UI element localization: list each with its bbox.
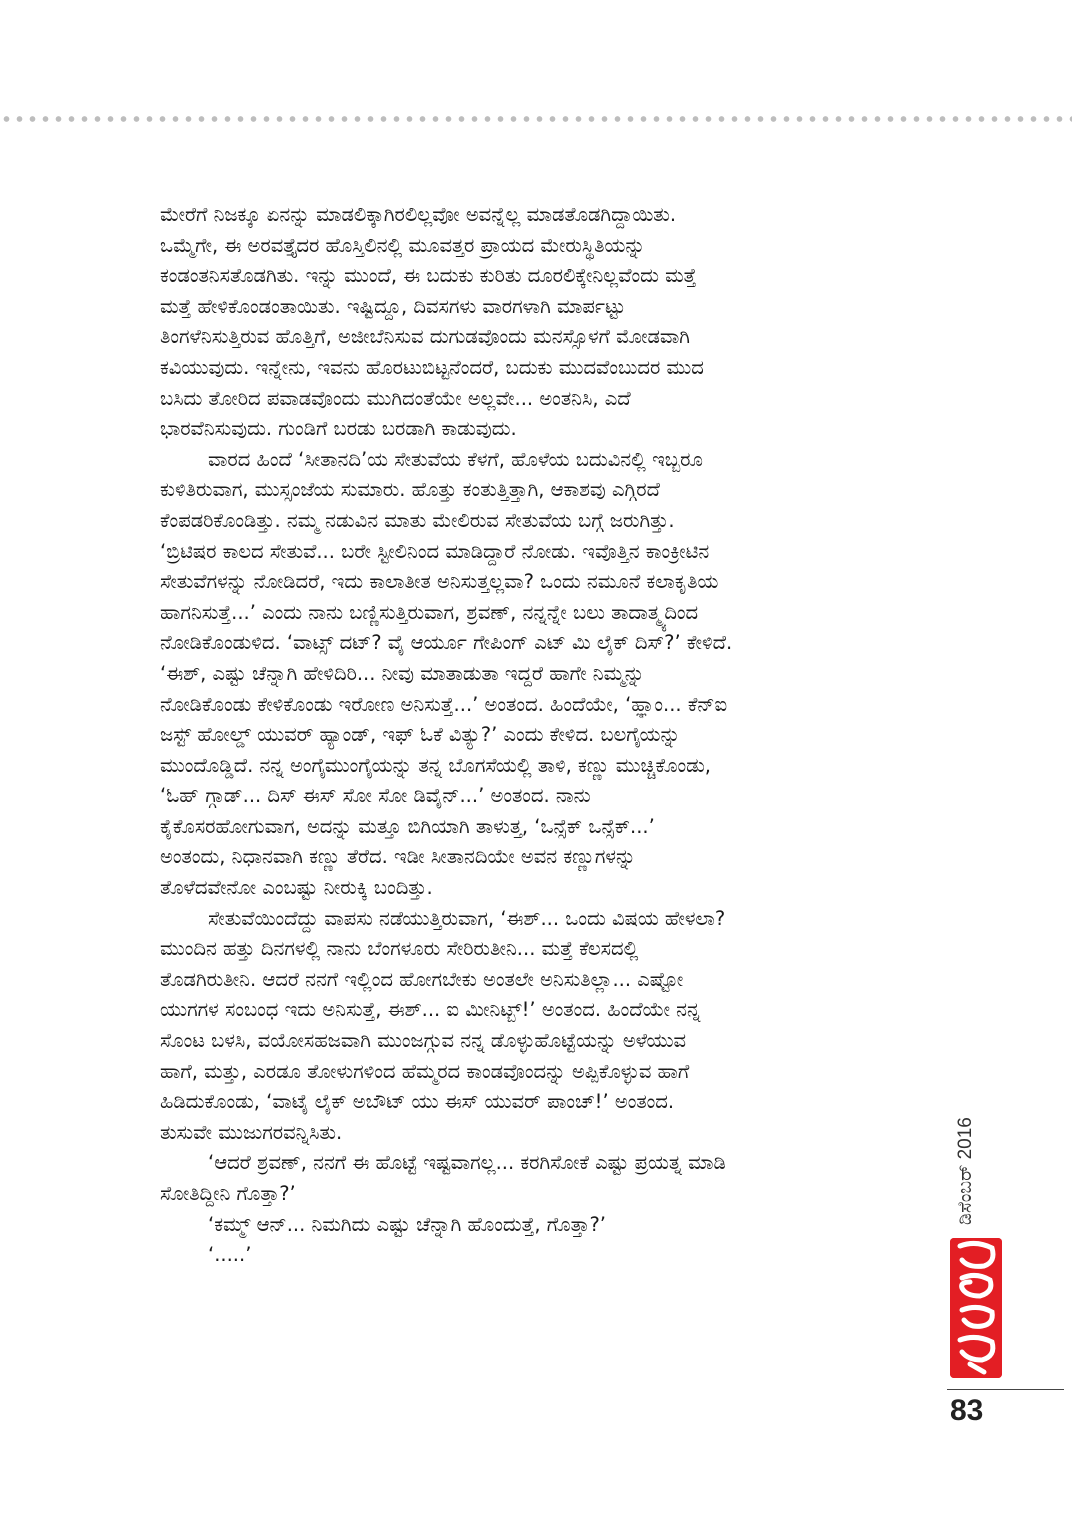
article-paragraph xyxy=(160,1148,920,1209)
text-line: ಕುಳಿತಿರುವಾಗ, ಮುಸ್ಸಂಜೆಯ ಸುಮಾರು. ಹೊತ್ತು ಕಂತುತ್ತಿತ್ತಾಗಿ, ಆಕಾಶವು ಎಗ್ಗಿರದೆ xyxy=(160,478,660,502)
text-line: ಭಾರವೆನಿಸುವುದು. ಗುಂಡಿಗೆ ಬರಡು ಬರಡಾಗಿ ಕಾಡುವುದು. xyxy=(160,417,517,441)
text-line: ಸೇತುವೆಗಳನ್ನು ನೋಡಿದರೆ, ಇದು ಕಾಲಾತೀತ ಅನಿಸುತ್ತಲ್ಲವಾ? ಒಂದು ನಮೂನೆ ಕಲಾಕೃತಿಯ xyxy=(160,570,719,594)
text-line: ಯುಗಗಳ ಸಂಬಂಧ ಇದು ಅನಿಸುತ್ತೆ, ಈಶ್... ಐ ಮೀನಿಟ್ಬ್!’ ಅಂತಂದ. ಹಿಂದೆಯೇ ನನ್ನ xyxy=(160,998,701,1022)
text-line: ನೋಡಿಕೊಂಡು ಕೇಳಿಕೊಂಡು ಇರೋಣ ಅನಿಸುತ್ತೆ...’ ಅಂತಂದ. ಹಿಂದೆಯೇ, ‘ಹ್ಞಾಂ... ಕೆನ್ಐ xyxy=(160,692,728,716)
article-paragraph xyxy=(160,1210,920,1241)
article-body xyxy=(160,200,920,1271)
article-paragraph xyxy=(160,904,920,1149)
text-line: ‘ಓಹ್ ಗ್ಗಾಡ್... ದಿಸ್ ಈಸ್ ಸೋ ಸೋ ಡಿವೈನ್...’ ಅಂತಂದ. ನಾನು xyxy=(160,784,591,808)
magazine-logo-mark xyxy=(950,1238,1002,1378)
text-line: ಹಾಗೆ, ಮತ್ತು, ಎರಡೂ ತೋಳುಗಳಿಂದ ಹೆಮ್ಮರದ ಕಾಂಡವೊಂದನ್ನು ಅಪ್ಪಿಕೊಳ್ಳುವ ಹಾಗೆ xyxy=(160,1059,690,1083)
text-line: ‘ಈಶ್, ಎಷ್ಟು ಚೆನ್ನಾಗಿ ಹೇಳಿದಿರಿ... ನೀವು ಮಾತಾಡುತಾ ಇದ್ದರೆ ಹಾಗೇ ನಿಮ್ಮನ್ನು xyxy=(160,661,645,685)
text-line: ಜಸ್ಟ್ ಹೋಲ್ಡ್ ಯುವರ್ ಹ್ಯಾಂಡ್, ಇಫ್ ಓಕೆ ವಿತ್ಯು?’ ಎಂದು ಕೇಳಿದ. ಬಲಗೈಯನ್ನು xyxy=(160,723,681,747)
text-line: ಮೇರೆಗೆ ನಿಜಕ್ಕೂ ಏನನ್ನು ಮಾಡಲಿಕ್ಕಾಗಿರಲಿಲ್ಲವೋ ಅವನ್ನೆಲ್ಲ ಮಾಡತೊಡಗಿದ್ದಾಯಿತು. xyxy=(160,203,677,226)
text-line: ‘.....’ xyxy=(208,1243,252,1267)
text-line: ‘ಕಮ್ಮ್ ಆನ್... ನಿಮಗಿದು ಎಷ್ಟು ಚೆನ್ನಾಗಿ ಹೊಂದುತ್ತೆ, ಗೊತ್ತಾ?’ xyxy=(208,1212,606,1236)
dotted-divider xyxy=(0,115,1072,123)
text-line: ಮತ್ತೆ ಹೇಳಿಕೊಂಡಂತಾಯಿತು. ಇಷ್ಟಿದ್ದೂ, ದಿವಸಗಳು ವಾರಗಳಾಗಿ ಮಾರ್ಪಟ್ಟು xyxy=(160,294,626,318)
page-number: 83 xyxy=(950,1394,984,1427)
text-line: ಹಾಗನಿಸುತ್ತೆ...’ ಎಂದು ನಾನು ಬಣ್ಣಿಸುತ್ತಿರುವಾಗ, ಶ್ರವಣ್, ನನ್ನನ್ನೇ ಬಲು ತಾದಾತ್ಮ್ಯದಿಂದ xyxy=(160,600,699,624)
text-line: ನೋಡಿಕೊಂಡುಳಿದ. ‘ವಾಟ್ಸ್ ದಟ್? ವೈ ಆರ್ಯೂ ಗೇಪಿಂಗ್ ಎಟ್ ಮಿ ಲೈಕ್ ದಿಸ್?’ ಕೇಳಿದೆ. xyxy=(160,631,733,655)
text-line: ಸೋತಿದ್ದೀನಿ ಗೊತ್ತಾ?’ xyxy=(160,1182,296,1205)
text-line: ತುಸುವೇ ಮುಜುಗರವನ್ನಿಸಿತು. xyxy=(160,1120,343,1144)
text-line: ಒಮ್ಮೆಗೇ, ಈ ಅರವತ್ತೈದರ ಹೊಸ್ತಿಲಿನಲ್ಲಿ ಮೂವತ್ತರ ಪ್ರಾಯದ ಮೇರುಸ್ಥಿತಿಯನ್ನು xyxy=(160,233,646,257)
text-line: ಕವಿಯುವುದು. ಇನ್ನೇನು, ಇವನು ಹೊರಟುಬಿಟ್ಟನೆಂದರೆ, ಬದುಕು ಮುದವೆಂಬುದರ ಮುದ xyxy=(160,355,704,379)
issue-date: ಡಿಸೆಂಬರ್ 2016 xyxy=(955,1117,976,1225)
text-line: ಸೊಂಟ ಬಳಸಿ, ವಯೋಸಹಜವಾಗಿ ಮುಂಜಗ್ಗುವ ನನ್ನ ಡೊಳ್ಳುಹೊಟ್ಟೆಯನ್ನು ಅಳೆಯುವ xyxy=(160,1029,687,1053)
text-line: ‘ಬ್ರಿಟಿಷರ ಕಾಲದ ಸೇತುವೆ... ಬರೇ ಸ್ಟೀಲಿನಿಂದ ಮಾಡಿದ್ದಾರೆ ನೋಡು. ಇವೊತ್ತಿನ ಕಾಂಕ್ರೀಟಿನ xyxy=(160,539,710,563)
text-line: ಕೈಕೊಸರಹೋಗುವಾಗ, ಅದನ್ನು ಮತ್ತೂ ಬಿಗಿಯಾಗಿ ತಾಳುತ್ತ, ‘ಒನ್ಸೆಕ್ ಒನ್ಸೆಕ್...’ xyxy=(160,814,655,838)
text-line: ತೊಡಗಿರುತೀನಿ. ಆದರೆ ನನಗೆ ಇಲ್ಲಿಂದ ಹೋಗಬೇಕು ಅಂತಲೇ ಅನಿಸುತಿಲ್ಲಾ... ಎಷ್ಟೋ xyxy=(160,967,684,991)
text-line: ವಾರದ ಹಿಂದೆ ‘ಸೀತಾನದಿ’ಯ ಸೇತುವೆಯ ಕೆಳಗೆ, ಹೊಳೆಯ ಬದುವಿನಲ್ಲಿ ಇಬ್ಬರೂ xyxy=(208,447,703,471)
magazine-logo xyxy=(950,1238,1002,1378)
article-paragraph xyxy=(160,445,920,904)
text-line: ಸೇತುವೆಯಿಂದೆದ್ದು ವಾಪಸು ನಡೆಯುತ್ತಿರುವಾಗ, ‘ಈಶ್... ಒಂದು ವಿಷಯ ಹೇಳಲಾ? xyxy=(208,906,726,930)
text-line: ತಿಂಗಳೆನಿಸುತ್ತಿರುವ ಹೊತ್ತಿಗೆ, ಅಜೀಬೆನಿಸುವ ದುಗುಡವೊಂದು ಮನಸ್ಸೊಳಗೆ ಮೋಡವಾಗಿ xyxy=(160,325,690,349)
text-line: ಮುಂದಿನ ಹತ್ತು ದಿನಗಳಲ್ಲಿ ನಾನು ಬೆಂಗಳೂರು ಸೇರಿರುತೀನಿ... ಮತ್ತೆ ಕೆಲಸದಲ್ಲಿ xyxy=(160,937,639,961)
text-line: ‘ಆದರೆ ಶ್ರವಣ್, ನನಗೆ ಈ ಹೊಟ್ಟೆ ಇಷ್ಟವಾಗಲ್ಲ... ಕರಗಿಸೋಕೆ ಎಷ್ಟು ಪ್ರಯತ್ನ ಮಾಡಿ xyxy=(208,1151,726,1175)
text-line: ಅಂತಂದು, ನಿಧಾನವಾಗಿ ಕಣ್ಣು ತೆರೆದ. ಇಡೀ ಸೀತಾನದಿಯೇ ಅವನ ಕಣ್ಣುಗಳನ್ನು xyxy=(160,845,636,869)
text-line: ಬಸಿದು ತೋರಿದ ಪವಾಡವೊಂದು ಮುಗಿದಂತೆಯೇ ಅಲ್ಲವೇ... ಅಂತನಿಸಿ, ಎದೆ xyxy=(160,386,631,410)
text-line: ಮುಂದೊಡ್ಡಿದೆ. ನನ್ನ ಅಂಗೈಮುಂಗೈಯನ್ನು ತನ್ನ ಬೊಗಸೆಯಲ್ಲಿ ತಾಳಿ, ಕಣ್ಣು ಮುಚ್ಚಿಕೊಂಡು, xyxy=(160,753,711,777)
text-line: ಕೆಂಪಡರಿಕೊಂಡಿತ್ತು. ನಮ್ಮ ನಡುವಿನ ಮಾತು ಮೇಲಿರುವ ಸೇತುವೆಯ ಬಗ್ಗೆ ಜರುಗಿತ್ತು. xyxy=(160,508,675,532)
text-line: ಕಂಡಂತನಿಸತೊಡಗಿತು. ಇನ್ನು ಮುಂದೆ, ಈ ಬದುಕು ಕುರಿತು ದೂರಲಿಕ್ಕೇನಿಲ್ಲವೆಂದು ಮತ್ತೆ xyxy=(160,264,697,288)
article-paragraph xyxy=(160,1240,920,1271)
article-paragraph xyxy=(160,200,920,445)
folio-rule xyxy=(947,1389,1064,1390)
text-line: ತೊಳೆದವೇನೋ ಎಂಬಷ್ಟು ನೀರುಕ್ಕಿ ಬಂದಿತ್ತು. xyxy=(160,876,433,900)
text-line: ಹಿಡಿದುಕೊಂಡು, ‘ವಾಟೈ ಲೈಕ್ ಅಬೌಟ್ ಯು ಈಸ್ ಯುವರ್ ಪಾಂಚ್!’ ಅಂತಂದ. xyxy=(160,1090,675,1114)
